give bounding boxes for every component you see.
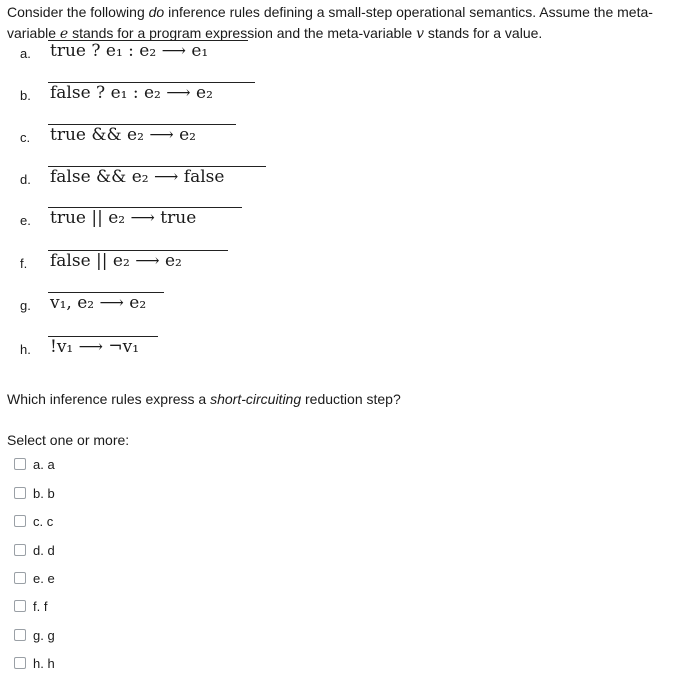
rule-label: f. bbox=[20, 256, 28, 271]
rule-label: c. bbox=[20, 130, 31, 145]
intro-text-1: Consider the following bbox=[7, 4, 149, 20]
option-checkbox[interactable] bbox=[14, 515, 26, 527]
rule-formula: !v₁ ⟶ ¬v₁ bbox=[50, 337, 140, 357]
rule-label: g. bbox=[20, 298, 31, 313]
rule-label: e. bbox=[20, 213, 31, 228]
intro-text-2: inference rules defining a small-step operational semantics. Assume the meta-variable bbox=[7, 4, 653, 41]
rule-formula: true && e₂ ⟶ e₂ bbox=[50, 125, 196, 145]
meta-variable-e: e bbox=[59, 26, 69, 42]
option-label[interactable]: c. c bbox=[33, 514, 54, 529]
option-checkbox[interactable] bbox=[14, 572, 26, 584]
rule-label: d. bbox=[20, 172, 31, 187]
intro-text-3: stands for a program expression and the meta-variable bbox=[68, 25, 417, 41]
select-instruction: Select one or more: bbox=[7, 432, 130, 448]
option-checkbox[interactable] bbox=[14, 600, 26, 612]
rule-formula: false && e₂ ⟶ false bbox=[50, 167, 225, 187]
rule-formula: false || e₂ ⟶ e₂ bbox=[50, 251, 182, 271]
question-prompt bbox=[7, 391, 401, 407]
option-checkbox[interactable] bbox=[14, 657, 26, 669]
option-label[interactable]: f. f bbox=[33, 599, 48, 614]
meta-variable-v: v bbox=[416, 26, 424, 42]
option-checkbox[interactable] bbox=[14, 487, 26, 499]
option-label[interactable]: g. g bbox=[33, 628, 55, 643]
intro-text-4: stands for a value. bbox=[424, 25, 543, 41]
option-label[interactable]: e. e bbox=[33, 571, 55, 586]
rule-formula: true || e₂ ⟶ true bbox=[50, 208, 197, 228]
rule-label: b. bbox=[20, 88, 31, 103]
question-intro bbox=[7, 2, 675, 45]
option-label[interactable]: b. b bbox=[33, 486, 55, 501]
rule-formula: v₁, e₂ ⟶ e₂ bbox=[50, 293, 147, 313]
rule-label: a. bbox=[20, 46, 31, 61]
prompt-emphasis: short-circuiting bbox=[210, 391, 302, 407]
option-checkbox[interactable] bbox=[14, 544, 26, 556]
rule-formula: true ? e₁ : e₂ ⟶ e₁ bbox=[50, 41, 209, 61]
option-checkbox[interactable] bbox=[14, 629, 26, 641]
option-label[interactable]: d. d bbox=[33, 543, 55, 558]
option-label[interactable]: a. a bbox=[33, 457, 55, 472]
prompt-text-1: Which inference rules express a bbox=[7, 391, 211, 407]
option-checkbox[interactable] bbox=[14, 458, 26, 470]
prompt-text-2: reduction step? bbox=[301, 391, 401, 407]
intro-emphasis: do bbox=[148, 4, 165, 20]
rule-formula: false ? e₁ : e₂ ⟶ e₂ bbox=[50, 83, 213, 103]
option-label[interactable]: h. h bbox=[33, 656, 55, 671]
rule-label: h. bbox=[20, 342, 31, 357]
